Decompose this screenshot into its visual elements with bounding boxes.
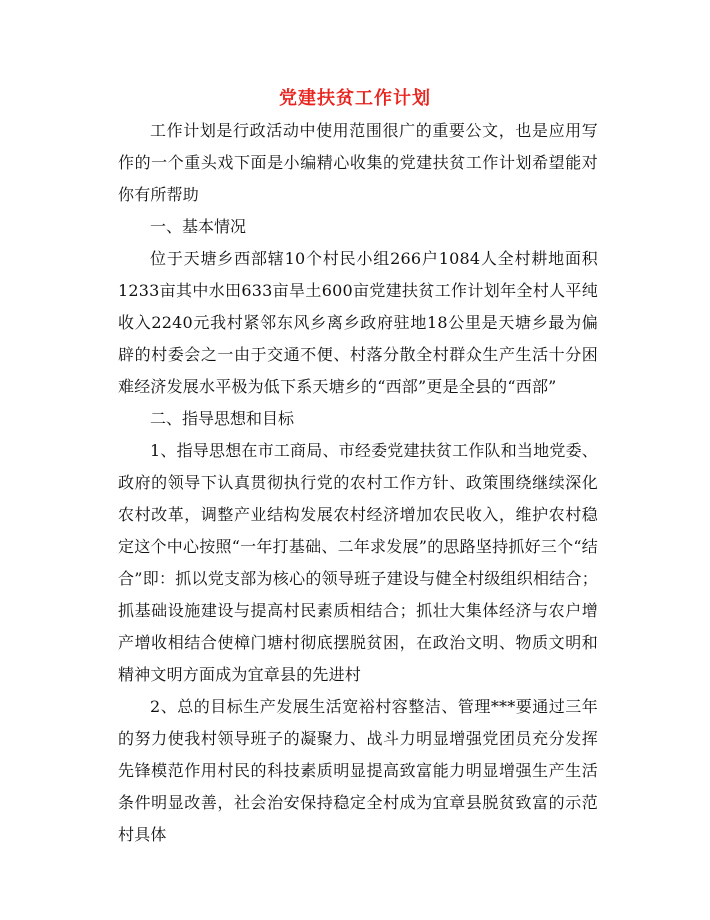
document-title: 党建扶贫工作计划: [279, 88, 431, 109]
basic-situation-paragraph: 位于天塘乡西部辖10个村民小组266户1084人全村耕地面积1233亩其中水田633亩旱土600亩党建扶贫工作计划年全村人平纯收入2240元我村紧邻东风乡离乡政府驻地18公里是天塘乡最为偏辟的村委会之一由于交通不便、村落分散全村群众生产生活十分困难经济发展水平极为低下系天塘乡的“西部”更是全县的“西部”: [118, 249, 598, 396]
guiding-ideas-paragraph: 1、指导思想在市工商局、市经委党建扶贫工作队和当地党委、政府的领导下认真贯彻执行党的农村工作方针、政策围绕继续深化农村改革，调整产业结构发展农村经济增加农民收入，维护农村稳定这个中心按照“一年打基础、二年求发展”的思路坚持抓好三个“结合”即：抓以党支部为核心的领导班子建设与健全村级组织相结合；抓基础设施建设与提高村民素质相结合；抓壮大集体经济与农户增产增收相结合使樟门塘村彻底摆脱贫困，在政治文明、物质文明和精神文明方面成为宜章县的先进村: [118, 441, 598, 684]
document-body: [118, 115, 598, 851]
intro-paragraph: 工作计划是行政活动中使用范围很广的重要公文，也是应用写作的一个重头戏下面是小编精心收集的党建扶贫工作计划希望能对你有所帮助: [118, 121, 598, 204]
section-heading-basic-situation: 一、基本情况: [150, 217, 247, 236]
section-heading-guiding-ideas: 二、指导思想和目标: [150, 409, 295, 428]
overall-goal-paragraph: 2、总的目标生产发展生活宽裕村容整洁、管理***要通过三年的努力使我村领导班子的凝聚力、战斗力明显增强党团员充分发挥先锋模范作用村民的科技素质明显提高致富能力明显增强生产生活条件明显改善，社会治安保持稳定全村成为宜章县脱贫致富的示范村具体: [118, 697, 598, 844]
